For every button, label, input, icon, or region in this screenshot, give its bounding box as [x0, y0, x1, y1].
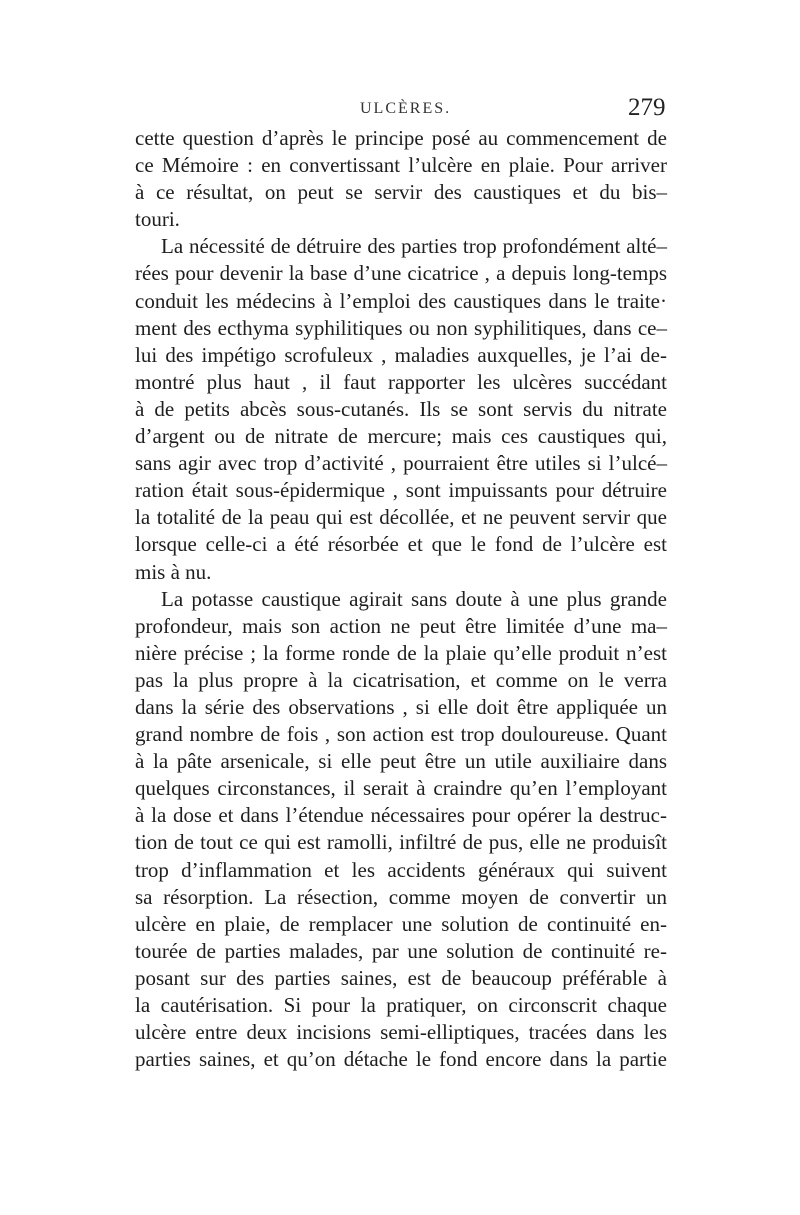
- text-line: rées pour devenir la base d’une cicatrice , a depuis long-temps: [135, 261, 667, 286]
- text-line: trop d’inflammation et les accidents généraux qui suivent: [135, 857, 667, 882]
- text-line: parties saines, et qu’on détache le fond encore dans la partie: [135, 1047, 667, 1072]
- page-number: 279: [628, 94, 666, 121]
- text-line: à de petits abcès sous-cutanés. Ils se sont servis du nitrate: [135, 396, 667, 421]
- text-line: montré plus haut , il faut rapporter les ulcères succédant: [135, 369, 667, 394]
- text-line: ce Mémoire : en convertissant l’ulcère en plaie. Pour arriver: [135, 153, 667, 178]
- text-line: La nécessité de détruire des parties trop profondément alté–: [161, 234, 667, 259]
- text-line: ment des ecthyma syphilitiques ou non syphilitiques, dans ce–: [135, 315, 667, 340]
- text-line: posant sur des parties saines, est de beaucoup préférable à: [135, 965, 667, 990]
- text-line: la totalité de la peau qui est décollée, et ne peuvent servir que: [135, 505, 667, 530]
- text-line: à ce résultat, on peut se servir des caustiques et du bis–: [135, 180, 667, 205]
- text-line: ulcère entre deux incisions semi-elliptiques, tracées dans les: [135, 1020, 667, 1045]
- text-line: tourée de parties malades, par une solution de continuité re-: [135, 938, 667, 963]
- text-line: lui des impétigo scrofuleux , maladies auxquelles, je l’ai de-: [135, 342, 667, 367]
- text-line: ulcère en plaie, de remplacer une solution de continuité en-: [135, 911, 667, 936]
- text-line: la cautérisation. Si pour la pratiquer, on circonscrit chaque: [135, 993, 667, 1017]
- text-line: La potasse caustique agirait sans doute à une plus grande: [161, 586, 667, 611]
- running-head: [0, 94, 800, 124]
- body-text: [135, 125, 667, 1073]
- text-line: d’argent ou de nitrate de mercure; mais ces caustiques qui,: [135, 424, 667, 449]
- running-title: ULCÈRES.: [360, 100, 452, 117]
- text-line: sa résorption. La résection, comme moyen de convertir un: [135, 884, 667, 909]
- text-line: quelques circonstances, il serait à craindre qu’en l’employant: [135, 776, 667, 801]
- text-line: lorsque celle-ci a été résorbée et que le fond de l’ulcère est: [135, 532, 667, 557]
- paragraph-3: [135, 586, 667, 1074]
- text-line: touri.: [135, 207, 180, 232]
- text-line: pas la plus propre à la cicatrisation, et comme on le verra: [135, 667, 667, 692]
- text-line: tion de tout ce qui est ramolli, infiltré de pus, elle ne produisît: [135, 830, 667, 855]
- text-line: conduit les médecins à l’emploi des caustiques dans le traite·: [135, 288, 667, 313]
- paragraph-1: [135, 125, 667, 233]
- text-line: à la dose et dans l’étendue nécessaires pour opérer la destruc-: [135, 803, 667, 828]
- text-line: profondeur, mais son action ne peut être limitée d’une ma–: [135, 613, 667, 638]
- text-line: cette question d’après le principe posé au commencement de: [135, 126, 667, 150]
- text-line: grand nombre de fois , son action est trop douloureuse. Quant: [135, 722, 667, 747]
- text-line: dans la série des observations , si elle doit être appliquée un: [135, 694, 667, 719]
- text-line: nière précise ; la forme ronde de la plaie qu’elle produit n’est: [135, 640, 667, 665]
- text-line: mis à nu.: [135, 559, 212, 584]
- text-line: à la pâte arsenicale, si elle peut être un utile auxiliaire dans: [135, 749, 667, 774]
- paragraph-2: [135, 233, 667, 585]
- text-line: ration était sous-épidermique , sont impuissants pour détruire: [135, 478, 667, 503]
- text-line: sans agir avec trop d’activité , pourraient être utiles si l’ulcé–: [135, 451, 667, 476]
